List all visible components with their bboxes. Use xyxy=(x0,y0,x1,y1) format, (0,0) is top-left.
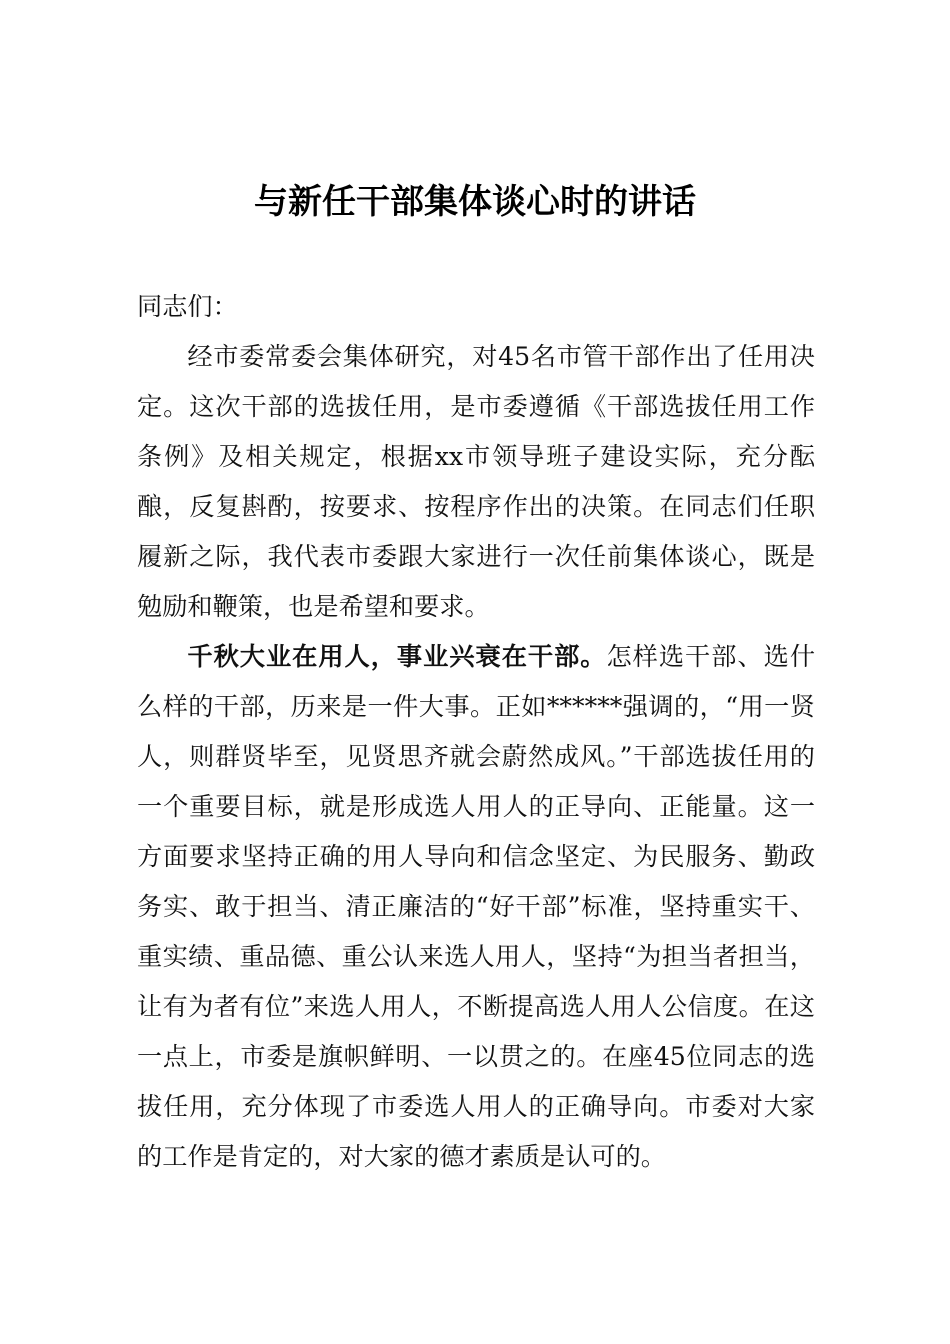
document-title: 与新任干部集体谈心时的讲话 xyxy=(254,182,696,222)
paragraph-2 xyxy=(137,632,815,1182)
document-body xyxy=(137,282,815,1182)
paragraph-1: 经市委常委会集体研究，对45名市管干部作出了任用决定。这次干部的选拔任用，是市委遵循《干部选拔任用工作条例》及相关规定，根据xx市领导班子建设实际，充分酝酿，反复斟酌，按要求、按程序作出的决策。在同志们任职履新之际，我代表市委跟大家进行一次任前集体谈心，既是勉励和鞭策，也是希望和要求。 xyxy=(137,342,815,621)
paragraph-2-rest: 怎样选干部、选什么样的干部，历来是一件大事。正如******强调的，“用一贤人，则群贤毕至，见贤思齐就会蔚然成风。”干部选拔任用的一个重要目标，就是形成选人用人的正导向、正能量。这一方面要求坚持正确的用人导向和信念坚定、为民服务、勤政务实、敢于担当、清正廉洁的“好干部”标准，坚持重实干、重实绩、重品德、重公认来选人用人，坚持“为担当者担当，让有为者有位”来选人用人，不断提高选人用人公信度。在这一点上，市委是旗帜鲜明、一以贯之的。在座45位同志的选拔任用，充分体现了市委选人用人的正确导向。市委对大家的工作是肯定的，对大家的德才素质是认可的。 xyxy=(137,642,816,1171)
salutation: 同志们： xyxy=(137,292,238,321)
paragraph-2-lead: 千秋大业在用人，事业兴衰在干部。 xyxy=(187,642,607,671)
